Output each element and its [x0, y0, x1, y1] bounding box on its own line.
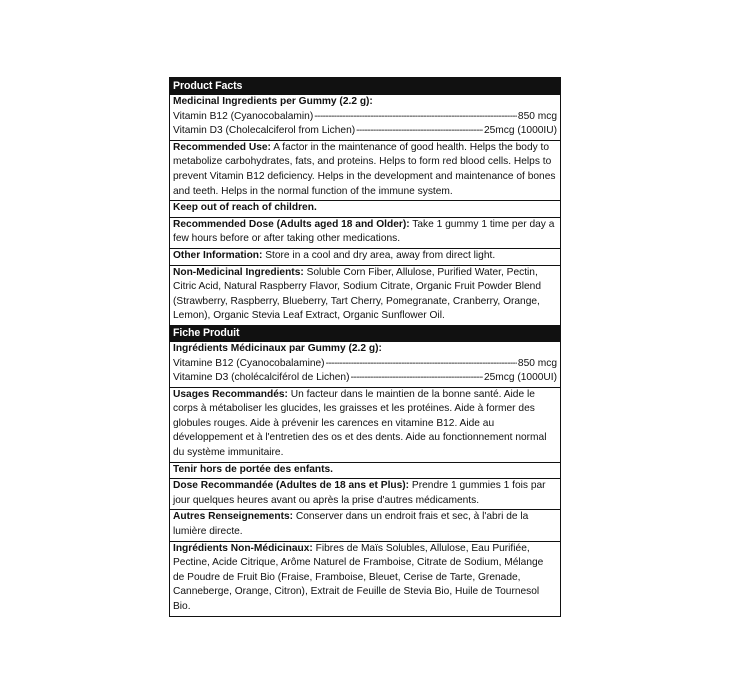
non-medicinal-section — [170, 265, 560, 325]
keep-out-warning: Keep out of reach of children. — [173, 202, 317, 214]
recommended-use-text: A factor in the maintenance of good health. Helps the body to metabolize carbohydrates, fats, and proteins. Helps to form red blood cells. Helps to prevent Vitamin B12 deficiency. Helps in the development and maintenance of bones and teeth. Helps in the normal function of the immune system. — [173, 141, 556, 197]
ingredient-name: Vitamine B12 (Cyanocobalamine) — [173, 357, 325, 369]
autres-renseignements-paragraph — [173, 510, 557, 539]
usages-recommandes-text: Un facteur dans le maintien de la bonne santé. Aide le corps à métaboliser les glucides, les graisses et les protéines. Aide à former des globules rouges. Aide à prévenir les carences en vitamine B12. Aide au développement et à l'entretien des os et des dents. Aide au fonctionnement normal du système immunitaire. — [173, 388, 547, 459]
recommended-use-paragraph — [173, 141, 557, 199]
dot-leader — [351, 371, 483, 386]
fiche-produit-header: Fiche Produit — [170, 325, 560, 342]
ingredients-medicinaux-heading: Ingrédients Médicinaux par Gummy (2.2 g): — [173, 342, 382, 354]
ingredient-amount: 850 mcg — [517, 110, 557, 122]
product-facts-header: Product Facts — [170, 78, 560, 95]
dot-leader — [356, 124, 483, 139]
ingredient-amount: 850 mcg — [517, 357, 557, 369]
ingredient-row-b12 — [173, 110, 557, 125]
autres-renseignements-label: Autres Renseignements: — [173, 511, 294, 523]
ingredients-non-medicinaux-paragraph — [173, 542, 557, 615]
autres-renseignements-section — [170, 509, 560, 540]
product-facts-panel — [169, 77, 561, 617]
dose-recommandee-paragraph — [173, 479, 557, 508]
ingredient-name: Vitamine D3 (cholécalciférol de Lichen) — [173, 372, 350, 384]
ingredient-amount: 25mcg (1000IU) — [483, 125, 557, 137]
dot-leader — [314, 110, 517, 125]
recommended-dose-text: Take 1 gummy 1 time per day a few hours before or after taking other medications. — [173, 218, 555, 245]
recommended-dose-label: Recommended Dose (Adults aged 18 and Older): — [173, 218, 410, 230]
ingredient-row-d3-fr — [173, 371, 557, 386]
tenir-hors-section — [170, 462, 560, 479]
ingredient-amount: 25mcg (1000UI) — [483, 372, 557, 384]
usages-recommandes-section — [170, 387, 560, 462]
other-information-label: Other Information: — [173, 249, 263, 261]
recommended-dose-section — [170, 217, 560, 248]
usages-recommandes-label: Usages Recommandés: — [173, 388, 288, 400]
medicinal-ingredients-section — [170, 95, 560, 140]
ingredients-non-medicinaux-label: Ingrédients Non-Médicinaux: — [173, 542, 313, 554]
other-information-text: Store in a cool and dry area, away from direct light. — [262, 249, 496, 261]
ingredients-non-medicinaux-text: Fibres de Maïs Solubles, Allulose, Eau Purifiée, Pectine, Acide Citrique, Arôme Naturel de Framboise, Citrate de Sodium, Mélange de Poudre de Fruit Bio (Fraise, Framboise, Bleuet, Cerise de Tarte, Grenade, Canneberge, Orange, Citron), Extrait de Feuille de Stevia Bio, Huile de Tournesol Bio. — [173, 542, 544, 612]
dot-leader — [326, 357, 517, 372]
tenir-hors-warning: Tenir hors de portée des enfants. — [173, 463, 334, 475]
ingredients-non-medicinaux-section — [170, 541, 560, 616]
other-information-section — [170, 248, 560, 265]
autres-renseignements-text: Conserver dans un endroit frais et sec, à l'abri de la lumière directe. — [173, 511, 529, 538]
other-information-paragraph — [173, 249, 557, 264]
recommended-dose-paragraph — [173, 218, 557, 247]
recommended-use-section — [170, 140, 560, 200]
ingredient-name: Vitamin B12 (Cyanocobalamin) — [173, 110, 314, 122]
ingredient-row-b12-fr — [173, 357, 557, 372]
dose-recommandee-text: Prendre 1 gummies 1 fois par jour quelques heures avant ou après la prise d'autres médicaments. — [173, 480, 546, 506]
recommended-use-label: Recommended Use: — [173, 141, 271, 153]
non-medicinal-text: Soluble Corn Fiber, Allulose, Purified Water, Pectin, Citric Acid, Natural Raspberry Flavor, Sodium Citrate, Organic Fruit Powder Blend (Strawberry, Raspberry, Blueberry, Tart Cherry, Pomegranate, Cranberry, Orange, Lemon), Organic Stevia Leaf Extract, Organic Sunflower Oil. — [173, 266, 542, 322]
ingredient-row-d3 — [173, 124, 557, 139]
non-medicinal-label: Non-Medicinal Ingredients: — [173, 266, 304, 278]
ingredients-medicinaux-section — [170, 342, 560, 387]
medicinal-ingredients-heading: Medicinal Ingredients per Gummy (2.2 g): — [173, 96, 373, 107]
dose-recommandee-label: Dose Recommandée (Adultes de 18 ans et Plus): — [173, 480, 410, 492]
non-medicinal-paragraph — [173, 266, 557, 324]
usages-recommandes-paragraph — [173, 388, 557, 461]
dose-recommandee-section — [170, 478, 560, 509]
keep-out-section — [170, 200, 560, 217]
ingredient-name: Vitamin D3 (Cholecalciferol from Lichen) — [173, 125, 356, 137]
